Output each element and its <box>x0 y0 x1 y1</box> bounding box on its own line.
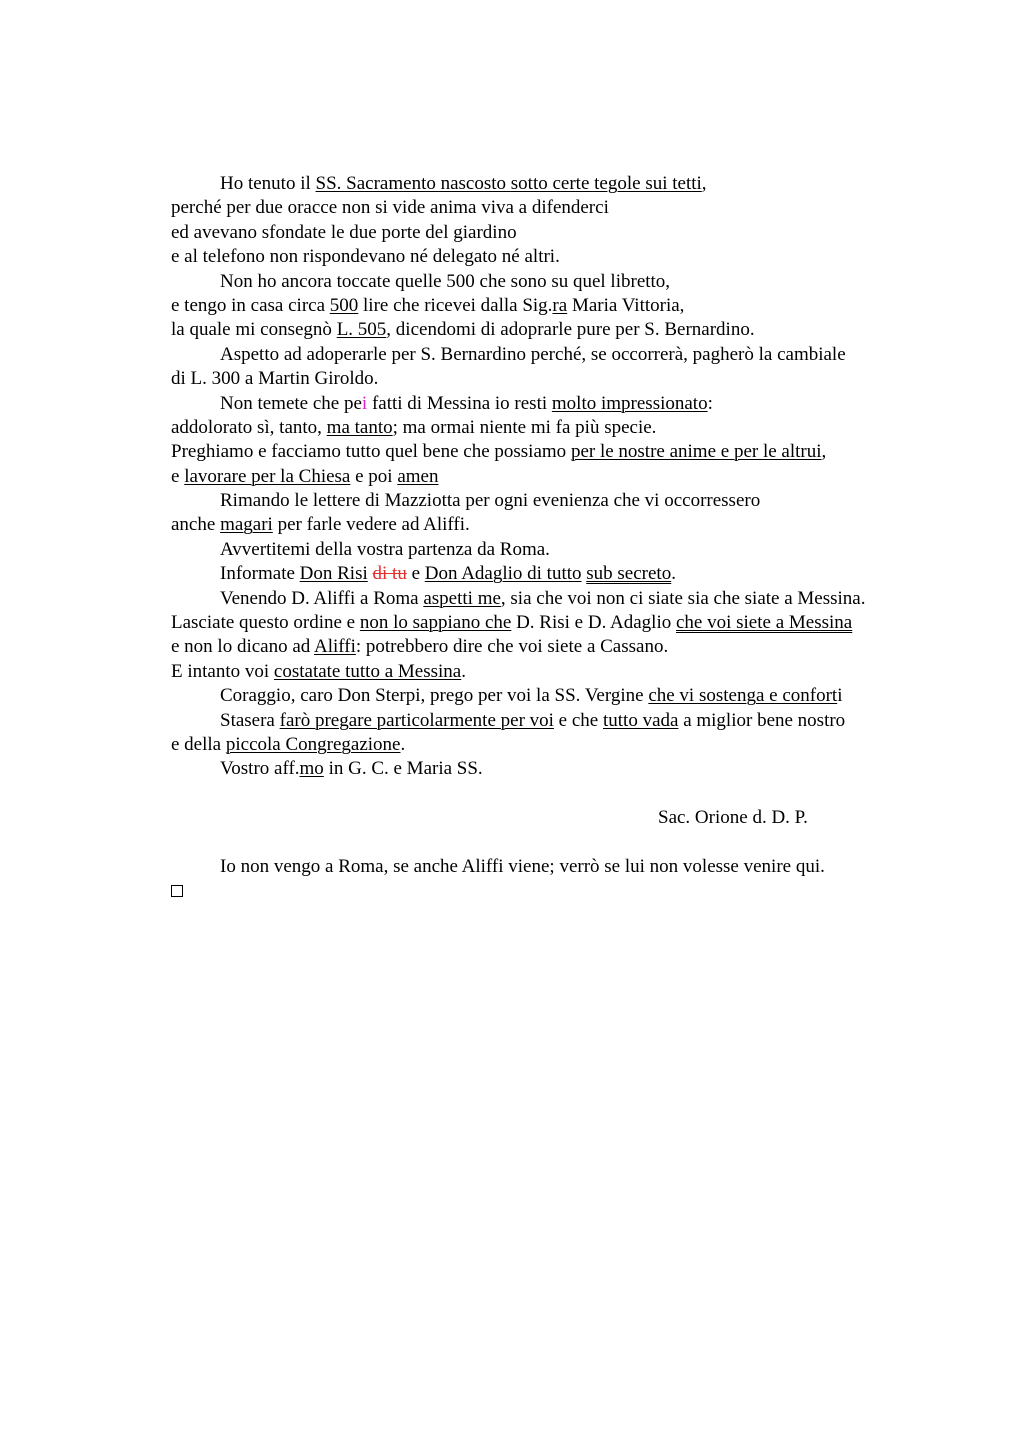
letter-line-23: Stasera farò pregare particolarmente per voi e che tutto vada a miglior bene nostro <box>220 709 846 731</box>
letter-line-10: Non temete che pei fatti di Messina io resti molto impressionato: <box>220 392 713 414</box>
letter-line-20: e non lo dicano ad Aliffi: potrebbero dire che voi siete a Cassano. <box>171 636 669 658</box>
letter-line-4: e al telefono non rispondevano né delegato né altri. <box>171 246 560 268</box>
letter-line-7: la quale mi consegnò L. 505, dicendomi di adoprarle pure per S. Bernardino. <box>171 319 755 341</box>
letter-line-18: Venendo D. Aliffi a Roma aspetti me, sia che voi non ci siate sia che siate a Messina. <box>220 587 866 609</box>
letter-line-3: ed avevano sfondate le due porte del giardino <box>171 221 517 243</box>
letter-line-21: E intanto voi costatate tutto a Messina. <box>171 660 466 682</box>
letter-line-9: di L. 300 a Martin Giroldo. <box>171 368 379 390</box>
letter-line-2: perché per due oracce non si vide anima viva a difenderci <box>171 197 609 219</box>
letter-line-8: Aspetto ad adoperarle per S. Bernardino perché, se occorrerà, pagherò la cambiale <box>220 343 846 365</box>
letter-line-6: e tengo in casa circa 500 lire che ricevei dalla Sig.ra Maria Vittoria, <box>171 294 685 316</box>
inserted-letter: i <box>361 392 368 414</box>
letter-line-24: e della piccola Congregazione. <box>171 733 406 755</box>
letter-line-15: anche magari per farle vedere ad Aliffi. <box>171 514 470 536</box>
letter-line-13: e lavorare per la Chiesa e poi amen <box>171 465 439 487</box>
letter-line-22: Coraggio, caro Don Sterpi, prego per voi la SS. Vergine che vi sostenga e conforti <box>220 685 843 707</box>
blank-line <box>171 831 951 855</box>
blank-line <box>171 782 951 806</box>
letter-line-19: Lasciate questo ordine e non lo sappiano che D. Risi e D. Adaglio che voi siete a Messina <box>171 612 853 634</box>
postscript: Io non vengo a Roma, se anche Aliffi viene; verrò se lui non volesse venire qui. <box>220 855 825 877</box>
letter-line-12: Preghiamo e facciamo tutto quel bene che possiamo per le nostre anime e per le altrui, <box>171 441 827 463</box>
end-mark <box>171 879 951 903</box>
square-box-icon <box>171 885 183 897</box>
letter-line-25: Vostro aff.mo in G. C. e Maria SS. <box>220 758 483 780</box>
letter-line-17: Informate Don Risi di tu e Don Adaglio di tutto sub secreto. <box>220 563 676 585</box>
letter-line-11: addolorato sì, tanto, ma tanto; ma ormai niente mi fa più specie. <box>171 416 657 438</box>
deleted-text: di tu <box>372 563 407 585</box>
signature: Sac. Orione d. D. P. <box>658 807 808 829</box>
letter-body <box>171 172 951 904</box>
letter-line-1: Ho tenuto il SS. Sacramento nascosto sotto certe tegole sui tetti, <box>220 173 707 194</box>
letter-line-16: Avvertitemi della vostra partenza da Roma. <box>220 538 550 560</box>
letter-line-14: Rimando le lettere di Mazziotta per ogni evenienza che vi occorressero <box>220 490 761 512</box>
letter-line-5: Non ho ancora toccate quelle 500 che sono su quel libretto, <box>220 270 671 292</box>
